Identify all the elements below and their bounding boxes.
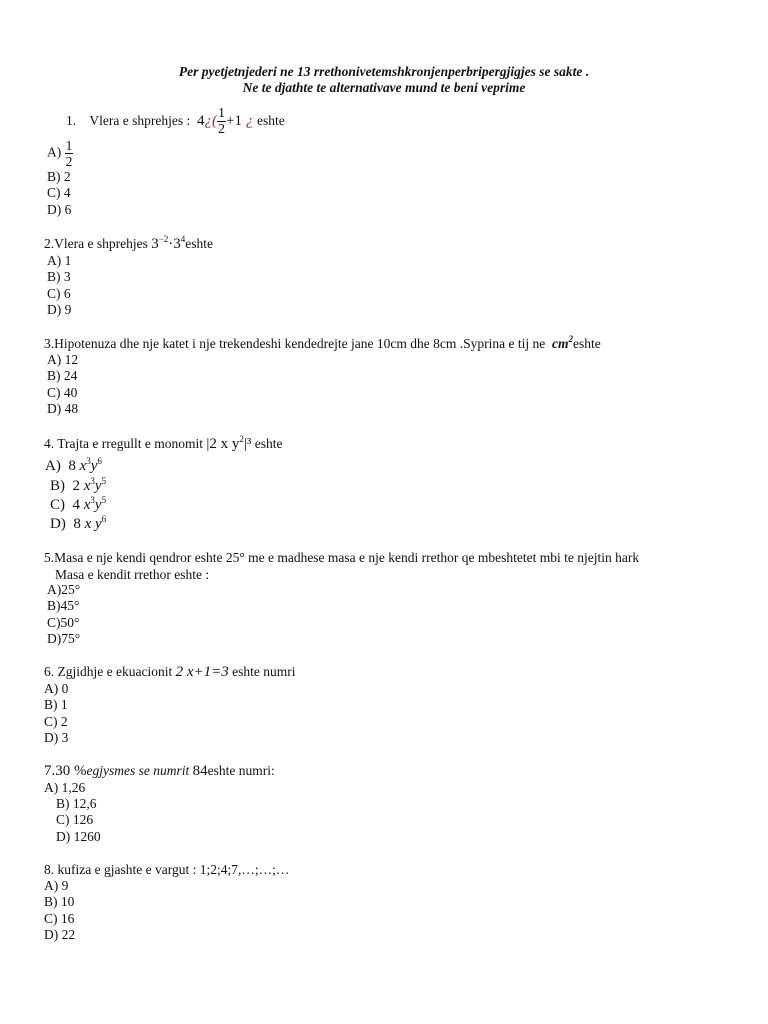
q6-option-a[interactable]: A) 0 <box>44 681 69 696</box>
question-1-expression: 4¿( $\frac{1}{2}$ +1 ¿ <box>196 106 254 137</box>
q1-option-c[interactable]: C) 4 <box>47 185 71 200</box>
q1-option-b[interactable]: B) 2 <box>47 169 71 184</box>
q6-option-b[interactable]: B) 1 <box>44 697 68 712</box>
question-7: 7.30 %egjysmes se numrit 84eshte numri: <box>44 763 275 779</box>
q8-option-c[interactable]: C) 16 <box>44 911 75 926</box>
fraction: $\frac{1}{2}$ <box>65 138 73 169</box>
q5-option-a[interactable]: A)25° <box>47 582 81 597</box>
question-2-expression: $3^{-2}\cdot 3^4$ <box>151 234 186 252</box>
instructions-line-2: Ne te djathte te alternativave mund te beni veprime <box>242 80 526 95</box>
question-3-unit: $cm^2$ <box>551 334 573 351</box>
q4-option-c[interactable]: C) 4 $x^3y^5$ <box>50 495 107 513</box>
q7-option-c[interactable]: C) 126 <box>56 812 94 827</box>
q3-option-d[interactable]: D) 48 <box>47 401 79 416</box>
question-1 <box>66 106 285 137</box>
q5-option-c[interactable]: C)50° <box>47 615 80 630</box>
q8-option-d[interactable]: D) 22 <box>44 927 76 942</box>
q5-option-d[interactable]: D)75° <box>47 631 81 646</box>
q2-option-b[interactable]: B) 3 <box>47 269 71 284</box>
q6-option-d[interactable]: D) 3 <box>44 730 69 745</box>
q4-option-a[interactable]: A) 8 $x^3y^6$ <box>45 456 102 474</box>
q3-option-a[interactable]: A) 12 <box>47 352 79 367</box>
question-1-suffix: eshte <box>256 112 285 128</box>
q7-option-d[interactable]: D) 1260 <box>56 829 101 844</box>
q2-option-d[interactable]: D) 9 <box>47 302 72 317</box>
question-4: 4. Trajta e rregullt e monomit |2 x $y^2|^3$ eshte <box>44 434 283 452</box>
q3-option-b[interactable]: B) 24 <box>47 368 78 383</box>
q8-option-b[interactable]: B) 10 <box>44 894 75 909</box>
q7-option-a[interactable]: A) 1,26 <box>44 780 86 795</box>
q3-option-c[interactable]: C) 40 <box>47 385 78 400</box>
q2-option-a[interactable]: A) 1 <box>47 253 72 268</box>
question-4-expression: |2 x $y^2|^3$ <box>206 434 252 452</box>
question-5-line-1: 5.Masa e nje kendi qendror eshte 25° me e madhese masa e nje kendi rrethor qe mbeshtetet mbi te njejtin hark <box>44 550 640 565</box>
question-1-text: Vlera e shprehjes : <box>89 112 191 128</box>
q6-option-c[interactable]: C) 2 <box>44 714 68 729</box>
question-6-equation: 2 x+1=3 <box>175 664 229 680</box>
question-8: 8. kufiza e gjashte e vargut : 1;2;4;7,…;…;… <box>44 862 290 877</box>
q4-option-d[interactable]: D) 8 x $y^6$ <box>50 514 107 532</box>
q8-option-a[interactable]: A) 9 <box>44 878 69 893</box>
q2-option-c[interactable]: C) 6 <box>47 286 71 301</box>
fraction: $\frac{1}{2}$ <box>217 106 225 137</box>
q1-option-d[interactable]: D) 6 <box>47 202 72 217</box>
question-3: 3.Hipotenuza dhe nje katet i nje trekendeshi kendedrejte jane 10cm dhe 8cm .Syprina e tij ne $cm^2eshte$ <box>44 334 601 351</box>
q4-option-b[interactable]: B) 2 $x^3y^5$ <box>50 476 107 494</box>
question-2: 2.Vlera e shprehjes $3^{-2}\cdot 3^4eshte$ <box>44 234 214 252</box>
question-6: 6. Zgjidhje e ekuacionit 2 x+1=3 eshte numri <box>44 664 296 680</box>
instructions-line-1: Per pyetjetnjederi ne 13 rrethonivetemshkronjenperbripergjigjes se sakte . <box>178 64 590 79</box>
q5-option-b[interactable]: B)45° <box>47 598 80 613</box>
q7-option-b[interactable]: B) 12,6 <box>56 796 97 811</box>
question-1-number: 1. <box>66 112 77 128</box>
question-5-line-2: Masa e kendit rrethor eshte : <box>55 567 210 582</box>
q1-option-a[interactable]: A) $\frac{1}{2}$ <box>47 138 73 169</box>
